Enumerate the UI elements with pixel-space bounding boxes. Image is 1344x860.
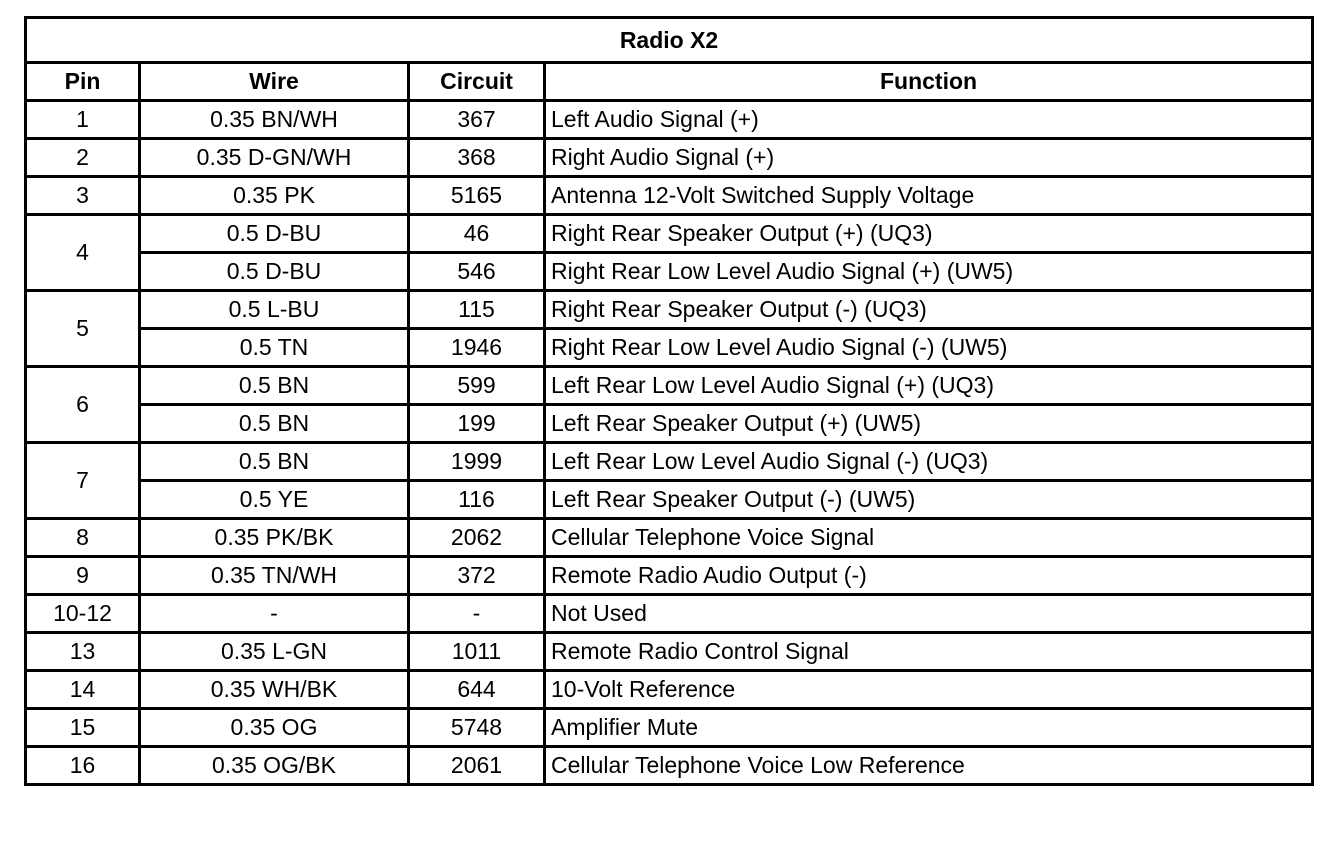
wire-cell: 0.35 PK	[140, 177, 409, 215]
wire-cell: 0.5 BN	[140, 405, 409, 443]
wire-cell: 0.35 PK/BK	[140, 519, 409, 557]
circuit-cell: 546	[409, 253, 545, 291]
table-row	[26, 291, 1313, 329]
function-cell: Right Audio Signal (+)	[545, 139, 1313, 177]
function-cell: Right Rear Low Level Audio Signal (+) (UW5)	[545, 253, 1313, 291]
circuit-cell: 5165	[409, 177, 545, 215]
wire-cell: 0.35 BN/WH	[140, 101, 409, 139]
function-cell: Antenna 12-Volt Switched Supply Voltage	[545, 177, 1313, 215]
wire-cell: 0.35 L-GN	[140, 633, 409, 671]
table-row	[26, 253, 1313, 291]
wire-cell: 0.35 OG	[140, 709, 409, 747]
pin-cell: 8	[26, 519, 140, 557]
circuit-cell: 1946	[409, 329, 545, 367]
column-header-circuit: Circuit	[409, 63, 545, 101]
wire-cell: 0.5 BN	[140, 367, 409, 405]
column-header-function: Function	[545, 63, 1313, 101]
table-row	[26, 443, 1313, 481]
circuit-cell: 199	[409, 405, 545, 443]
function-cell: Remote Radio Audio Output (-)	[545, 557, 1313, 595]
circuit-cell: 644	[409, 671, 545, 709]
table-row	[26, 215, 1313, 253]
function-cell: Cellular Telephone Voice Signal	[545, 519, 1313, 557]
circuit-cell: 2062	[409, 519, 545, 557]
pin-cell: 14	[26, 671, 140, 709]
function-cell: Left Rear Low Level Audio Signal (-) (UQ3)	[545, 443, 1313, 481]
wire-cell: 0.5 D-BU	[140, 253, 409, 291]
function-cell: Left Rear Low Level Audio Signal (+) (UQ3)	[545, 367, 1313, 405]
wire-cell: 0.5 BN	[140, 443, 409, 481]
table-row	[26, 329, 1313, 367]
pin-cell: 13	[26, 633, 140, 671]
pin-cell: 5	[26, 291, 140, 367]
function-cell: Left Rear Speaker Output (-) (UW5)	[545, 481, 1313, 519]
pin-cell: 2	[26, 139, 140, 177]
pin-cell: 7	[26, 443, 140, 519]
function-cell: Left Audio Signal (+)	[545, 101, 1313, 139]
table-row	[26, 671, 1313, 709]
circuit-cell: 599	[409, 367, 545, 405]
table-header-row	[26, 63, 1313, 101]
table-row	[26, 633, 1313, 671]
pin-cell: 10-12	[26, 595, 140, 633]
pin-cell: 3	[26, 177, 140, 215]
wire-cell: -	[140, 595, 409, 633]
circuit-cell: -	[409, 595, 545, 633]
table-row	[26, 101, 1313, 139]
pin-cell: 16	[26, 747, 140, 785]
table-row	[26, 177, 1313, 215]
wire-cell: 0.5 D-BU	[140, 215, 409, 253]
function-cell: Not Used	[545, 595, 1313, 633]
function-cell: Amplifier Mute	[545, 709, 1313, 747]
wire-cell: 0.35 OG/BK	[140, 747, 409, 785]
table-title: Radio X2	[26, 18, 1313, 63]
circuit-cell: 5748	[409, 709, 545, 747]
wire-cell: 0.5 YE	[140, 481, 409, 519]
function-cell: Left Rear Speaker Output (+) (UW5)	[545, 405, 1313, 443]
function-cell: Right Rear Speaker Output (+) (UQ3)	[545, 215, 1313, 253]
table-row	[26, 405, 1313, 443]
table-row	[26, 747, 1313, 785]
circuit-cell: 367	[409, 101, 545, 139]
circuit-cell: 2061	[409, 747, 545, 785]
table-row	[26, 367, 1313, 405]
connector-pinout-table	[24, 16, 1314, 786]
pin-cell: 4	[26, 215, 140, 291]
wire-cell: 0.35 WH/BK	[140, 671, 409, 709]
table-row	[26, 709, 1313, 747]
circuit-cell: 46	[409, 215, 545, 253]
table-body	[26, 101, 1313, 785]
circuit-cell: 115	[409, 291, 545, 329]
circuit-cell: 368	[409, 139, 545, 177]
pin-cell: 1	[26, 101, 140, 139]
circuit-cell: 1011	[409, 633, 545, 671]
pin-cell: 6	[26, 367, 140, 443]
table-row	[26, 557, 1313, 595]
table-row	[26, 481, 1313, 519]
function-cell: Cellular Telephone Voice Low Reference	[545, 747, 1313, 785]
circuit-cell: 372	[409, 557, 545, 595]
function-cell: Remote Radio Control Signal	[545, 633, 1313, 671]
wire-cell: 0.35 D-GN/WH	[140, 139, 409, 177]
wire-cell: 0.5 L-BU	[140, 291, 409, 329]
wire-cell: 0.35 TN/WH	[140, 557, 409, 595]
wire-cell: 0.5 TN	[140, 329, 409, 367]
function-cell: Right Rear Low Level Audio Signal (-) (UW5)	[545, 329, 1313, 367]
column-header-pin: Pin	[26, 63, 140, 101]
pin-cell: 15	[26, 709, 140, 747]
circuit-cell: 116	[409, 481, 545, 519]
table-row	[26, 519, 1313, 557]
table-row	[26, 139, 1313, 177]
table-title-row	[26, 18, 1313, 63]
table-row	[26, 595, 1313, 633]
column-header-wire: Wire	[140, 63, 409, 101]
pin-cell: 9	[26, 557, 140, 595]
function-cell: Right Rear Speaker Output (-) (UQ3)	[545, 291, 1313, 329]
function-cell: 10-Volt Reference	[545, 671, 1313, 709]
circuit-cell: 1999	[409, 443, 545, 481]
